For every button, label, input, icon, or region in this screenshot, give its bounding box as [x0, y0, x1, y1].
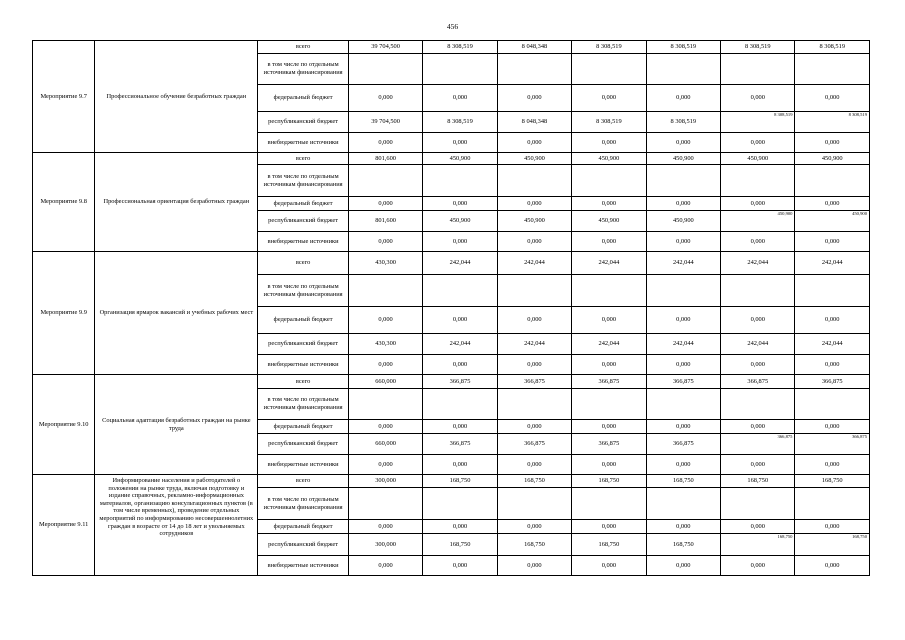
measure-name: Информирование населения и работодателей о положении на рынке труда, включая подготовку и издание справочных, рекламно-информационных материалов, организацию консультационных пунктов (в том числе временных), проведение отдельных мероприятий по информированию несовершеннолетних граждан в возрасте от 14 до 18 лет и увольняемых сотрудников	[95, 475, 258, 576]
value-cell: 242,044	[423, 252, 497, 275]
value-cell: 0,000	[572, 556, 646, 576]
value-cell: 0,000	[572, 420, 646, 434]
value-cell: 168,750	[423, 475, 497, 488]
value-cell: 168,750	[795, 475, 870, 488]
source-label: внебюджетные источники	[258, 355, 349, 375]
value-cell: 242,044	[497, 252, 571, 275]
value-cell: 0,000	[721, 85, 795, 112]
value-cell	[646, 488, 720, 520]
source-label: республиканский бюджет	[258, 434, 349, 455]
value-cell: 8 048,348	[497, 112, 571, 133]
value-cell: 450,900	[497, 153, 571, 165]
value-cell: 168,750	[572, 534, 646, 556]
value-cell: 450,900	[497, 211, 571, 232]
value-cell: 450,900	[423, 153, 497, 165]
value-cell: 366,875	[572, 375, 646, 389]
value-cell: 0,000	[423, 455, 497, 475]
value-cell	[348, 165, 422, 197]
source-label: внебюджетные источники	[258, 455, 349, 475]
value-cell: 242,044	[572, 252, 646, 275]
value-cell	[497, 165, 571, 197]
value-cell: 8 308,519	[721, 112, 795, 133]
value-cell: 0,000	[497, 307, 571, 334]
value-cell: 450,900	[423, 211, 497, 232]
value-cell: 0,000	[348, 232, 422, 252]
value-cell	[348, 488, 422, 520]
value-cell: 0,000	[795, 133, 870, 153]
value-cell: 0,000	[497, 85, 571, 112]
value-cell: 0,000	[497, 556, 571, 576]
funding-table	[32, 40, 870, 576]
source-label: в том числе по отдельным источникам финансирования	[258, 488, 349, 520]
measure-name: Организация ярмарок вакансий и учебных рабочих мест	[95, 252, 258, 375]
value-cell	[497, 389, 571, 420]
value-cell: 0,000	[646, 420, 720, 434]
value-cell: 0,000	[348, 455, 422, 475]
value-cell	[572, 275, 646, 307]
value-cell: 0,000	[646, 455, 720, 475]
value-cell: 0,000	[423, 520, 497, 534]
value-cell: 0,000	[795, 85, 870, 112]
value-cell: 0,000	[646, 197, 720, 211]
value-cell: 450,900	[721, 153, 795, 165]
value-cell: 801,600	[348, 153, 422, 165]
value-cell: 366,875	[497, 375, 571, 389]
value-cell: 242,044	[572, 334, 646, 355]
measure-code: Мероприятие 9.7	[33, 41, 95, 153]
value-cell: 0,000	[646, 85, 720, 112]
value-cell: 168,750	[497, 475, 571, 488]
value-cell: 0,000	[423, 420, 497, 434]
value-cell	[572, 389, 646, 420]
source-label: федеральный бюджет	[258, 197, 349, 211]
value-cell: 0,000	[497, 520, 571, 534]
measure-code: Мероприятие 9.11	[33, 475, 95, 576]
value-cell: 0,000	[721, 232, 795, 252]
value-cell: 0,000	[348, 197, 422, 211]
source-label: всего	[258, 41, 349, 54]
value-cell	[497, 54, 571, 85]
measure-row-total	[33, 41, 870, 54]
value-cell: 0,000	[348, 133, 422, 153]
source-label: в том числе по отдельным источникам финансирования	[258, 54, 349, 85]
value-cell	[646, 54, 720, 85]
value-cell	[348, 275, 422, 307]
value-cell: 366,875	[423, 434, 497, 455]
source-label: республиканский бюджет	[258, 112, 349, 133]
value-cell	[423, 54, 497, 85]
value-cell: 0,000	[497, 355, 571, 375]
value-cell: 168,750	[423, 534, 497, 556]
value-cell	[795, 54, 870, 85]
value-cell: 8 308,519	[572, 41, 646, 54]
source-label: республиканский бюджет	[258, 534, 349, 556]
value-cell: 8 308,519	[795, 41, 870, 54]
value-cell: 366,875	[795, 434, 870, 455]
source-label: в том числе по отдельным источникам финансирования	[258, 165, 349, 197]
value-cell: 0,000	[497, 420, 571, 434]
value-cell: 0,000	[348, 556, 422, 576]
source-label: федеральный бюджет	[258, 307, 349, 334]
value-cell: 0,000	[721, 133, 795, 153]
value-cell: 168,750	[497, 534, 571, 556]
value-cell: 0,000	[423, 232, 497, 252]
value-cell: 0,000	[795, 355, 870, 375]
measure-row-total	[33, 153, 870, 165]
value-cell: 0,000	[497, 232, 571, 252]
value-cell: 0,000	[572, 85, 646, 112]
value-cell	[572, 488, 646, 520]
value-cell: 430,300	[348, 334, 422, 355]
value-cell	[572, 165, 646, 197]
value-cell: 366,875	[721, 375, 795, 389]
source-label: всего	[258, 252, 349, 275]
value-cell: 0,000	[721, 307, 795, 334]
value-cell: 0,000	[423, 355, 497, 375]
value-cell: 450,900	[572, 211, 646, 232]
value-cell: 0,000	[721, 197, 795, 211]
value-cell: 0,000	[795, 197, 870, 211]
value-cell: 242,044	[497, 334, 571, 355]
measure-code: Мероприятие 9.10	[33, 375, 95, 475]
value-cell	[423, 389, 497, 420]
source-label: федеральный бюджет	[258, 420, 349, 434]
value-cell: 0,000	[795, 232, 870, 252]
value-cell	[721, 165, 795, 197]
value-cell: 0,000	[646, 556, 720, 576]
value-cell: 8 048,348	[497, 41, 571, 54]
value-cell: 300,000	[348, 475, 422, 488]
value-cell: 366,875	[721, 434, 795, 455]
value-cell	[721, 488, 795, 520]
value-cell: 660,000	[348, 434, 422, 455]
value-cell: 8 308,519	[423, 112, 497, 133]
value-cell: 450,900	[572, 153, 646, 165]
value-cell: 450,900	[795, 211, 870, 232]
value-cell: 366,875	[646, 375, 720, 389]
value-cell: 0,000	[646, 520, 720, 534]
value-cell: 168,750	[572, 475, 646, 488]
value-cell: 0,000	[572, 520, 646, 534]
value-cell: 0,000	[423, 556, 497, 576]
value-cell: 242,044	[721, 252, 795, 275]
source-label: внебюджетные источники	[258, 133, 349, 153]
value-cell	[572, 54, 646, 85]
value-cell: 39 704,500	[348, 41, 422, 54]
value-cell: 450,900	[646, 211, 720, 232]
value-cell: 366,875	[572, 434, 646, 455]
value-cell: 0,000	[497, 197, 571, 211]
value-cell: 0,000	[497, 455, 571, 475]
value-cell: 0,000	[646, 355, 720, 375]
value-cell: 0,000	[795, 455, 870, 475]
value-cell: 0,000	[497, 133, 571, 153]
value-cell	[721, 275, 795, 307]
measure-name: Социальная адаптация безработных граждан на рынке труда	[95, 375, 258, 475]
value-cell: 801,600	[348, 211, 422, 232]
value-cell: 0,000	[572, 455, 646, 475]
value-cell	[721, 54, 795, 85]
value-cell: 0,000	[572, 355, 646, 375]
value-cell: 0,000	[423, 307, 497, 334]
value-cell: 242,044	[795, 252, 870, 275]
source-label: республиканский бюджет	[258, 211, 349, 232]
value-cell: 450,900	[795, 153, 870, 165]
measure-row-total	[33, 252, 870, 275]
measure-code: Мероприятие 9.9	[33, 252, 95, 375]
value-cell	[721, 389, 795, 420]
value-cell	[423, 165, 497, 197]
value-cell: 0,000	[572, 307, 646, 334]
value-cell: 660,000	[348, 375, 422, 389]
value-cell: 430,300	[348, 252, 422, 275]
value-cell: 0,000	[348, 307, 422, 334]
value-cell: 0,000	[646, 307, 720, 334]
source-label: республиканский бюджет	[258, 334, 349, 355]
value-cell	[646, 389, 720, 420]
value-cell: 0,000	[646, 232, 720, 252]
value-cell: 242,044	[646, 334, 720, 355]
value-cell: 366,875	[497, 434, 571, 455]
value-cell: 0,000	[423, 197, 497, 211]
value-cell: 242,044	[646, 252, 720, 275]
value-cell: 0,000	[348, 520, 422, 534]
value-cell: 0,000	[423, 85, 497, 112]
value-cell: 242,044	[721, 334, 795, 355]
value-cell: 366,875	[423, 375, 497, 389]
value-cell: 242,044	[423, 334, 497, 355]
source-label: всего	[258, 475, 349, 488]
source-label: в том числе по отдельным источникам финансирования	[258, 275, 349, 307]
measure-name: Профессиональное обучение безработных граждан	[95, 41, 258, 153]
value-cell: 0,000	[795, 307, 870, 334]
value-cell: 8 308,519	[572, 112, 646, 133]
value-cell: 366,875	[795, 375, 870, 389]
value-cell: 0,000	[348, 420, 422, 434]
value-cell	[646, 275, 720, 307]
value-cell: 0,000	[572, 232, 646, 252]
value-cell	[795, 165, 870, 197]
measure-row-total	[33, 375, 870, 389]
page-number: 456	[446, 22, 459, 31]
value-cell: 0,000	[795, 520, 870, 534]
value-cell: 39 704,500	[348, 112, 422, 133]
value-cell: 366,875	[646, 434, 720, 455]
value-cell	[348, 54, 422, 85]
value-cell: 8 308,519	[646, 41, 720, 54]
value-cell	[497, 488, 571, 520]
source-label: всего	[258, 375, 349, 389]
value-cell	[795, 389, 870, 420]
source-label: внебюджетные источники	[258, 232, 349, 252]
value-cell: 168,750	[795, 534, 870, 556]
source-label: федеральный бюджет	[258, 520, 349, 534]
value-cell: 0,000	[721, 556, 795, 576]
measure-code: Мероприятие 9.8	[33, 153, 95, 252]
value-cell: 0,000	[348, 85, 422, 112]
value-cell: 0,000	[795, 556, 870, 576]
value-cell: 168,750	[646, 475, 720, 488]
value-cell: 0,000	[572, 133, 646, 153]
value-cell: 0,000	[646, 133, 720, 153]
value-cell	[646, 165, 720, 197]
value-cell	[423, 275, 497, 307]
value-cell: 0,000	[795, 420, 870, 434]
value-cell: 0,000	[348, 355, 422, 375]
measure-name: Профессиональная ориентация безработных граждан	[95, 153, 258, 252]
value-cell: 450,900	[721, 211, 795, 232]
measure-row-total	[33, 475, 870, 488]
value-cell: 8 308,519	[795, 112, 870, 133]
value-cell	[348, 389, 422, 420]
source-label: внебюджетные источники	[258, 556, 349, 576]
value-cell: 0,000	[721, 420, 795, 434]
value-cell	[795, 488, 870, 520]
value-cell: 0,000	[572, 197, 646, 211]
value-cell: 300,000	[348, 534, 422, 556]
value-cell: 450,900	[646, 153, 720, 165]
value-cell	[497, 275, 571, 307]
value-cell	[423, 488, 497, 520]
value-cell: 8 308,519	[721, 41, 795, 54]
value-cell: 242,044	[795, 334, 870, 355]
value-cell: 168,750	[721, 475, 795, 488]
value-cell: 0,000	[721, 455, 795, 475]
source-label: федеральный бюджет	[258, 85, 349, 112]
value-cell	[795, 275, 870, 307]
source-label: всего	[258, 153, 349, 165]
value-cell: 168,750	[646, 534, 720, 556]
value-cell: 0,000	[423, 133, 497, 153]
value-cell: 168,750	[721, 534, 795, 556]
value-cell: 8 308,519	[646, 112, 720, 133]
source-label: в том числе по отдельным источникам финансирования	[258, 389, 349, 420]
value-cell: 0,000	[721, 520, 795, 534]
value-cell: 0,000	[721, 355, 795, 375]
value-cell: 8 308,519	[423, 41, 497, 54]
